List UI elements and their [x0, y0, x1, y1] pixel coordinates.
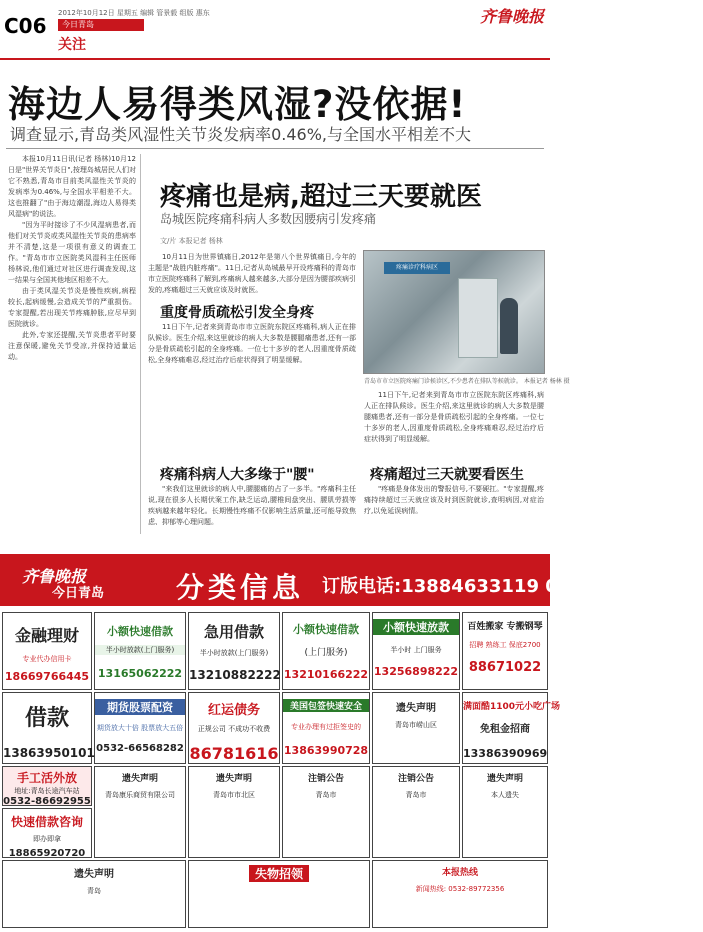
ad-subtitle: 青岛康乐商贸有限公司 [105, 791, 175, 799]
photo-door [458, 278, 498, 358]
article-paragraph: "因为平时接诊了不少风湿病患者,而他们对关节炎或类风湿性关节炎的患病率并不清楚,这是一项很有意义的调查工作。"青岛市市立医院类风湿科主任医师杨林说,他们通过对社区进行调查发现,这一结果与全国其他地区相差不大。 [8, 221, 136, 284]
ad-subtitle: 新闻热线: 0532-89772356 [415, 885, 505, 893]
ad-number: 13210166222 [283, 668, 369, 681]
ad-cell [372, 766, 460, 858]
ad-subtitle: (上门服务) [304, 648, 348, 658]
section-text-3 [364, 484, 544, 536]
ad-number: 18865920720 [8, 848, 86, 859]
ad-number: 18669766445 [4, 670, 90, 683]
newspaper-logo: 齐鲁晚报 [479, 7, 544, 26]
ad-cell [2, 766, 92, 806]
ad-subtitle: 正规公司 不成功不收费 [197, 725, 271, 733]
ad-title: 小额快速借款 [293, 623, 359, 636]
ad-cell [2, 860, 186, 928]
ad-subtitle: 招聘 熟练工 保底2700 [469, 641, 541, 649]
ad-number: 0532-86692955 [3, 796, 91, 807]
intro-text: 10月11日为世界镇痛日,2012年是第八个世界镇痛日,今年的主题是"战胜内脏疼痛"。11日,记者从岛城最早开设疼痛科的青岛市市立医院疼痛科了解到,疼痛病人越来越多,大部分是因为腰部疾病引发的,疼痛超过三天就应该及时就医。 [148, 253, 356, 294]
ad-number: 88671022 [468, 660, 542, 675]
ad-cell [462, 692, 561, 764]
ad-title: 遗失声明 [486, 774, 523, 784]
photo-person [500, 298, 518, 354]
header-rule [0, 58, 550, 60]
right-article-text [364, 390, 544, 462]
ad-title: 遗失声明 [121, 774, 158, 784]
ad-number: 0532-66568282 [96, 743, 184, 754]
ad-subtitle: 半小时放款(上门服务) [95, 645, 185, 655]
ad-cell [2, 692, 95, 764]
ad-number: 13165062222 [97, 667, 183, 680]
section-text-2 [148, 484, 356, 536]
ad-subtitle: 本人遗失 [491, 791, 519, 799]
ad-cell [282, 612, 370, 690]
ad-cell [462, 766, 548, 858]
classifieds-phone: 订版电话:13884633119 0532-81186679 [322, 576, 703, 597]
ad-title: 小额快速借款 [107, 625, 173, 638]
ad-number: 13386390969 [463, 747, 548, 760]
ad-subtitle: 专业代办信用卡 [22, 655, 72, 663]
ad-subtitle: 即办即拿 [33, 835, 61, 843]
photo-sign: 疼痛诊疗科病区 [384, 262, 450, 274]
article-paragraph: 由于类风湿关节炎是慢性疾病,病程较长,起病缓慢,会造成关节的严重损伤。专家提醒,若出现关节疼痛肿胀,应尽早到医院就诊。 [8, 287, 136, 328]
ad-title: 借款 [24, 706, 69, 731]
feature-title: 疼痛也是病,超过三天要就医 [160, 182, 482, 212]
divider [6, 148, 544, 149]
page-number: C06 [4, 14, 47, 38]
ad-title: 金融理财 [14, 626, 79, 645]
ad-cell [372, 692, 460, 764]
ad-title: 遗失声明 [74, 869, 114, 880]
ad-subtitle: 专业办理有过拒签史的 [291, 723, 361, 731]
ad-cell [188, 692, 280, 764]
ad-title: 红运债务 [207, 703, 260, 718]
section-text: "来我们这里就诊的病人中,腰腿痛的占了一多半。"疼痛科主任说,现在很多人长期伏案工作,缺乏运动,腰椎间盘突出、腰肌劳损等疾病越来越年轻化。长期慢性疼痛不仅影响生活质量,还可能导致焦虑、抑郁等心理问题。 [148, 485, 356, 526]
ad-subtitle: 青岛市市北区 [213, 791, 255, 799]
classifieds-logo-sub: 今日青岛 [52, 586, 105, 601]
article-paragraph: 此外,专家还提醒,关节炎患者平时要注意保暖,避免关节受凉,并保持适量运动。 [8, 331, 136, 361]
section-title-1: 重度骨质疏松引发全身疼 [160, 305, 314, 321]
ad-title: 手工活外放 [16, 771, 77, 785]
ad-cell [282, 692, 370, 764]
ad-cell [94, 612, 186, 690]
ad-subtitle: 免租金招商 [480, 724, 530, 735]
feature-byline: 文/片 本报记者 杨林 [160, 237, 223, 245]
ad-subtitle: 青岛 [87, 887, 101, 895]
ad-grid [2, 612, 561, 930]
main-headline: 海边人易得类风湿?没依据! [8, 83, 467, 126]
ad-subtitle: 青岛市 [405, 791, 427, 799]
ad-number: 13863990728 [283, 744, 369, 757]
ad-title: 遗失声明 [215, 774, 252, 784]
ad-title: 注销公告 [397, 774, 434, 784]
photo-caption: 青岛市市立医院疼痛门诊候诊区,不少患者在排队等候就诊。 本报记者 杨林 摄 [364, 378, 570, 385]
ad-cell [2, 612, 92, 690]
ad-cell [94, 766, 186, 858]
section-name: 关注 [58, 37, 86, 53]
section-text: 11日下午,记者来到青岛市市立医院东院区疼痛科,病人正在排队候诊。医生介绍,来这里就诊的病人大多数是腰腿痛患者,还有一部分是骨质疏松引起的全身疼痛。一位七十多岁的老人,因重度骨质疏松,全身疼痛难忍,经过治疗后症状得到了明显缓解。 [148, 323, 356, 364]
ad-number: 13256898222 [373, 665, 459, 678]
section-text-1 [148, 322, 356, 452]
ad-number: 13210882222 [189, 668, 281, 682]
ad-cell [372, 612, 460, 690]
classifieds-title: 分类信息 [176, 571, 305, 604]
main-subhead: 调查显示,青岛类风湿性关节炎发病率0.46%,与全国水平相差不大 [10, 125, 472, 144]
ad-title: 急用借款 [203, 623, 264, 641]
ad-title: 小额快速放款 [373, 619, 459, 635]
ad-cell [188, 860, 370, 928]
ad-cell [94, 692, 186, 764]
section-text: 11日下午,记者来到青岛市市立医院东院区疼痛科,病人正在排队候诊。医生介绍,来这里就诊的病人大多数是腰腿痛患者,还有一部分是骨质疏松引起的全身疼痛。一位七十多岁的老人,因重度骨质疏松,全身疼痛难忍,经过治疗后症状得到了明显缓解。 [364, 391, 544, 443]
ad-title: 美国包签快速安全 [283, 699, 369, 712]
ad-subtitle: 期货放大十倍 股票放大五倍 [96, 724, 184, 732]
ad-subtitle: 半小时 上门服务 [390, 646, 442, 654]
ad-subtitle: 半小时放款(上门服务) [199, 649, 269, 657]
ad-title: 失物招领 [249, 865, 309, 882]
left-column-article [8, 154, 136, 534]
ad-number: 13863950101 [3, 746, 95, 760]
ad-subtitle: 青岛市崂山区 [395, 721, 437, 729]
section-title-2: 疼痛科病人大多缘于"腰" [160, 467, 315, 483]
ad-title: 注销公告 [307, 774, 344, 784]
section-tag: 今日青岛 [58, 19, 144, 31]
ad-number: 86781616 [189, 744, 279, 763]
classifieds-logo: 齐鲁晚报 [22, 567, 87, 586]
feature-subtitle: 岛城医院疼痛科病人多数因腰病引发疼痛 [160, 212, 377, 226]
ad-cell [282, 766, 370, 858]
ad-title: 百姓搬家 专搬钢琴 [467, 622, 543, 632]
ad-subtitle: 青岛市 [315, 791, 337, 799]
ad-cell [188, 766, 280, 858]
ad-title: 遗失声明 [396, 703, 436, 714]
feature-intro [148, 252, 356, 294]
date-line: 2012年10月12日 星期五 编辑 管景毅 组版 惠东 [58, 9, 210, 17]
ad-title: 快速借款咨询 [10, 815, 83, 829]
article-paragraph: 本报10月11日讯(记者 杨林)10月12日是"世界关节炎日",按理岛城居民人们对它不熟悉,青岛市目前类风湿性关节炎的发病率为0.46%,与全国水平相差不大。这也推翻了"由于海边潮湿,海边人易得类风湿病"的说法。 [8, 155, 136, 218]
ad-cell [462, 612, 548, 690]
ad-title: 本报热线 [441, 868, 478, 878]
column-divider [140, 154, 141, 534]
ad-subtitle: 地址:青岛长途汽车站 [14, 787, 80, 795]
section-title-3: 疼痛超过三天就要看医生 [370, 467, 524, 483]
ad-title: 期货股票配资 [95, 699, 185, 715]
ad-cell [2, 808, 92, 858]
ad-cell [372, 860, 548, 928]
section-text: "疼痛是身体发出的警报信号,不要硬扛。"专家提醒,疼痛持续超过三天就应该及时到医院就诊,查明病因,对症治疗,以免延误病情。 [364, 485, 544, 515]
ad-title: 满面酷1100元小吃广场 [463, 702, 561, 712]
ad-cell [188, 612, 280, 690]
